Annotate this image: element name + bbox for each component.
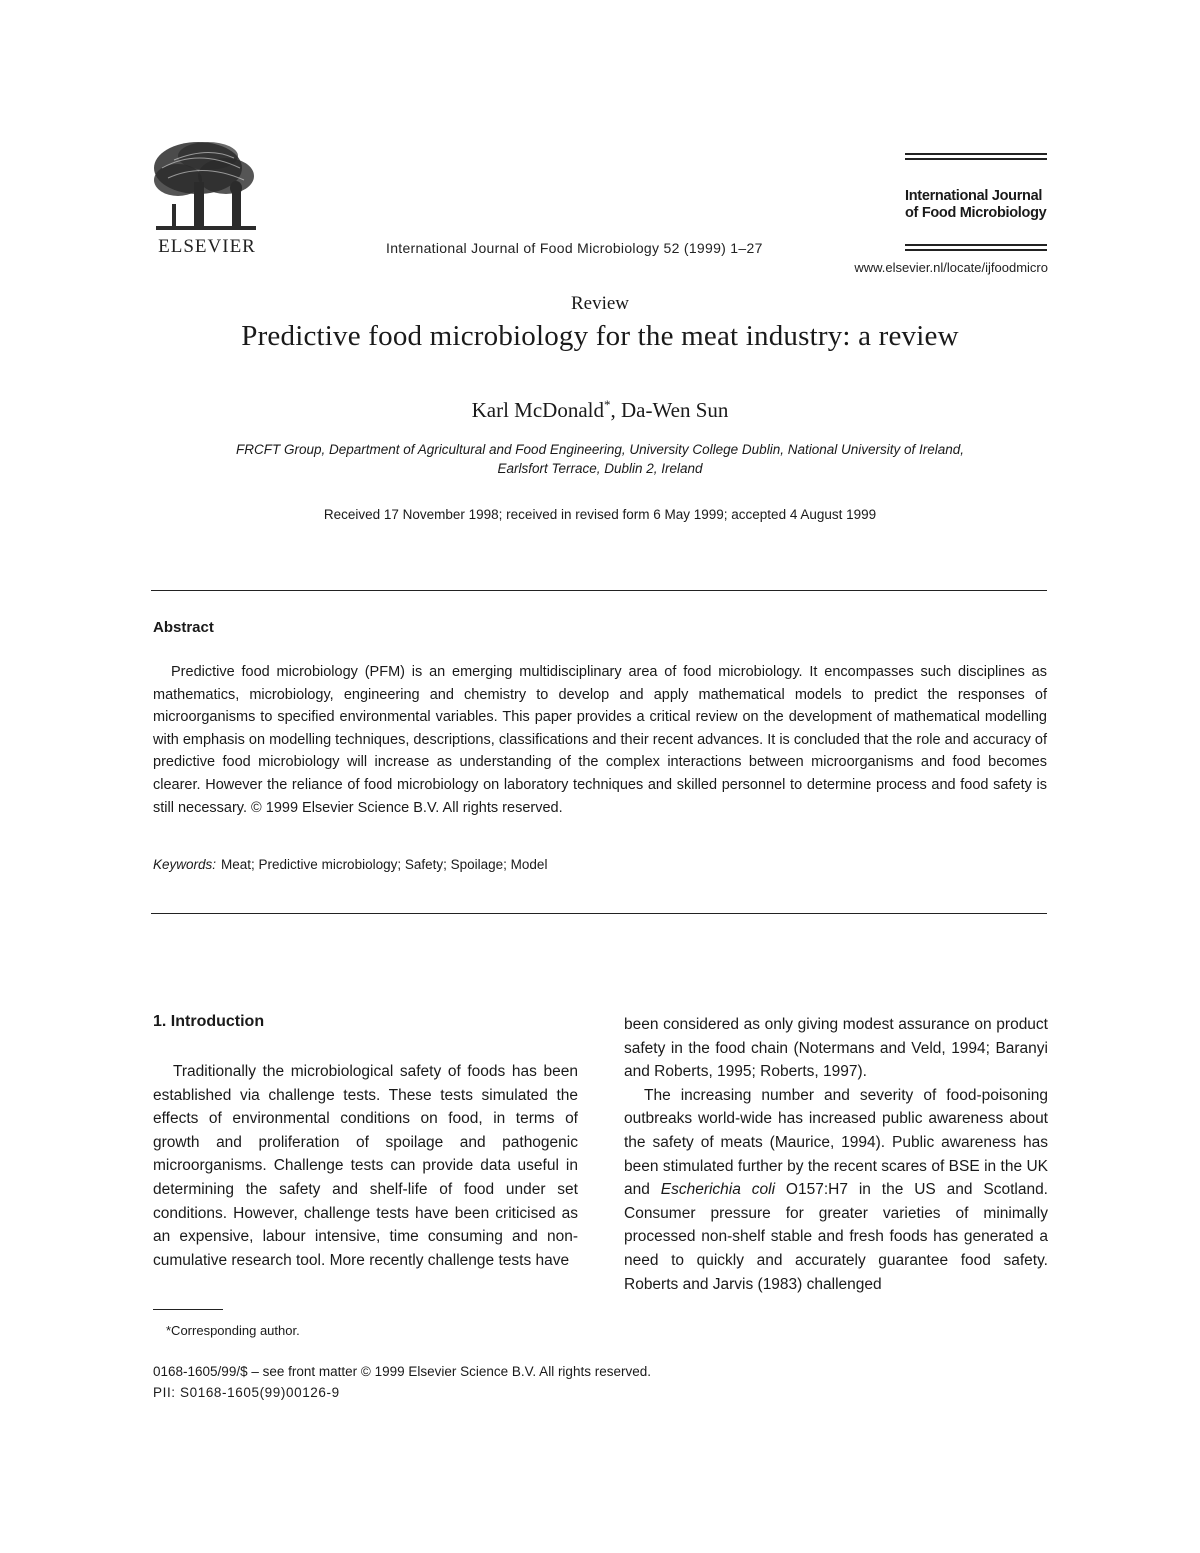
abstract-heading: Abstract [153, 619, 214, 636]
author-name[interactable]: Da-Wen Sun [621, 398, 729, 422]
divider [151, 590, 1047, 591]
section-heading: 1. Introduction [153, 1013, 265, 1030]
article-title: Predictive food microbiology for the meat industry: a review [241, 320, 959, 352]
keywords-list: Meat; Predictive microbiology; Safety; Spoilage; Model [221, 857, 548, 872]
journal-rule-bottom [905, 244, 1047, 254]
copyright-line: 0168-1605/99/$ – see front matter © 1999 Elsevier Science B.V. All rights reserved. [153, 1364, 651, 1379]
species-name: Escherichia coli [660, 1181, 776, 1199]
publisher-name: ELSEVIER [158, 236, 256, 257]
journal-brand [905, 188, 1046, 222]
author-list [0, 397, 1200, 423]
body-paragraph: been considered as only giving modest assurance on product safety in the food chain (Notermans and Veld, 1994; Baranyi and Roberts, 1995; Roberts, 1997). [624, 1016, 1048, 1081]
text-run: The increasing number and severity of food-poisoning outbreaks world-wide has increased public awareness about the safety of meats (Maurice, 1994). Public awareness has been stimulated further by the recent scares of BSE in the UK and [624, 1086, 1048, 1199]
affiliation-line: Earlsfort Terrace, Dublin 2, Ireland [497, 461, 703, 476]
journal-url-link[interactable]: www.elsevier.nl/locate/ijfoodmicro [854, 260, 1048, 275]
journal-brand-line2: of Food Microbiology [905, 205, 1047, 221]
divider [151, 913, 1047, 914]
journal-rule-top [905, 153, 1047, 163]
author-separator: , [610, 398, 621, 422]
article-dates: Received 17 November 1998; received in revised form 6 May 1999; accepted 4 August 1999 [323, 507, 877, 522]
footnote: *Corresponding author. [166, 1323, 300, 1338]
affiliation [150, 440, 1050, 478]
author-name[interactable]: Karl McDonald [471, 398, 604, 422]
pii-line: PII: S0168-1605(99)00126-9 [153, 1385, 340, 1400]
journal-citation: International Journal of Food Microbiology 52 (1999) 1–27 [386, 240, 763, 256]
body-column-right [624, 1013, 1048, 1296]
article-type: Review [570, 293, 630, 314]
footnote-divider [153, 1309, 223, 1310]
body-column-left: Traditionally the microbiological safety of foods has been established via challenge tests. These tests simulated the effects of environmental conditions on food, in terms of growth and proliferation of spoilage and pathogenic microorganisms. Challenge tests can provide data useful in determining the safety and shelf-life of food under set conditions. However, challenge tests have been criticised as an expensive, labour intensive, time consuming and non-cumulative research tool. More recently challenge tests have [153, 1063, 578, 1269]
keywords-label: Keywords: [153, 857, 217, 872]
affiliation-line: FRCFT Group, Department of Agricultural and Food Engineering, University College Dublin, National University of Ireland, [235, 442, 965, 457]
keywords [153, 857, 547, 872]
journal-brand-line1: International Journal [905, 188, 1043, 204]
corresponding-author-mark: * [604, 397, 611, 412]
text-run: O157:H7 in the US and Scotland. Consumer pressure for greater varieties of minimally processed non-shelf stable and fresh foods has generated a need to quickly and accurately guarantee food safety. Roberts and Jarvis (1983) challenged [624, 1181, 1048, 1293]
body-paragraph [624, 1084, 1048, 1296]
abstract-text: Predictive food microbiology (PFM) is an emerging multidisciplinary area of food microbiology. It encompasses such disciplines as mathematics, microbiology, engineering and chemistry to develop and apply mathematical models to predict the responses of microorganisms to specified environmental variables. This paper provides a critical review on the development of mathematical modelling with emphasis on modelling techniques, descriptions, classifications and their recent advances. It is concluded that the role and accuracy of predictive food microbiology will increase as understanding of the complex interactions between microorganisms and food becomes clearer. However the reliance of food microbiology on laboratory techniques and skilled personnel to determine process and food safety is still necessary. © 1999 Elsevier Science B.V. All rights reserved. [153, 664, 1047, 816]
